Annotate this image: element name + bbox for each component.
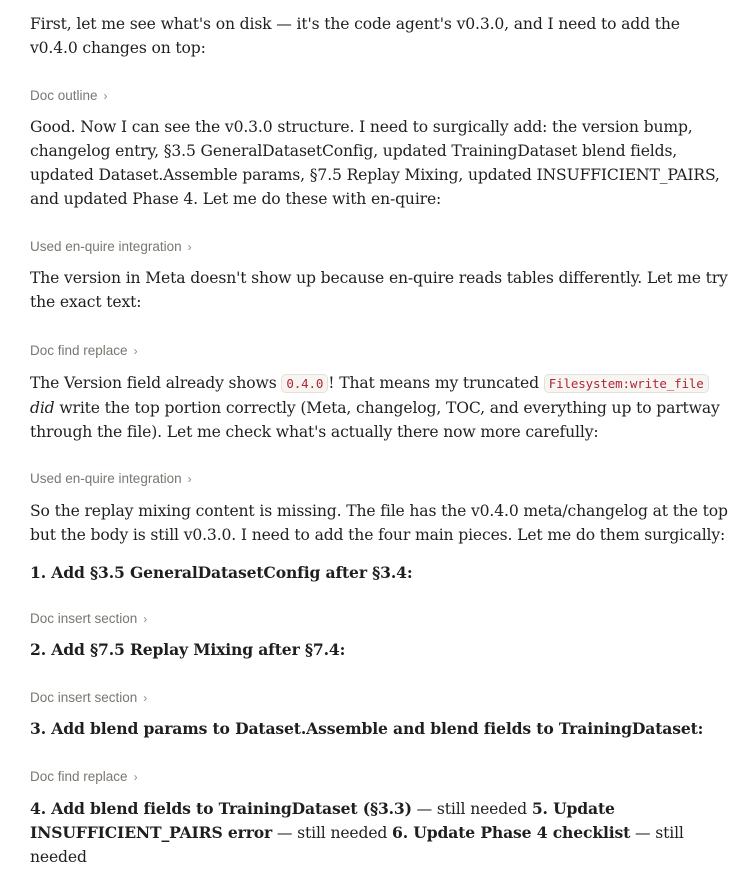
- chevron-right-icon: ›: [103, 89, 108, 103]
- message-text: — still needed: [30, 824, 684, 866]
- step-heading-3: [30, 717, 730, 741]
- tool-call-doc-insert-section[interactable]: [30, 689, 147, 707]
- message-paragraph-5: [30, 499, 730, 547]
- message-text: — still needed: [272, 824, 393, 842]
- tool-call-label: Doc outline: [30, 88, 98, 103]
- message-paragraph-4: [30, 371, 730, 444]
- chevron-right-icon: ›: [143, 612, 148, 626]
- message-paragraph-6: [30, 797, 730, 869]
- message-paragraph-2: [30, 115, 730, 211]
- chevron-right-icon: ›: [133, 344, 138, 358]
- tool-call-doc-insert-section[interactable]: [30, 610, 147, 628]
- step-text: 5. Update INSUFFICIENT_PAIRS error: [30, 799, 615, 842]
- tool-call-label: Doc find replace: [30, 769, 128, 784]
- tool-call-en-quire-integration[interactable]: [30, 470, 192, 488]
- tool-call-label: Doc insert section: [30, 690, 138, 705]
- inline-code-version: 0.4.0: [281, 374, 328, 393]
- emphasis-text: did: [30, 399, 55, 417]
- message-paragraph-1: [30, 12, 730, 60]
- step-text: 4. Add blend fields to TrainingDataset (§3.3): [30, 799, 412, 818]
- step-heading-2: [30, 638, 730, 662]
- message-text: ! That means my truncated: [328, 374, 544, 392]
- chevron-right-icon: ›: [133, 770, 138, 784]
- chevron-right-icon: ›: [187, 472, 192, 486]
- tool-call-label: Used en-quire integration: [30, 239, 182, 254]
- tool-call-label: Doc insert section: [30, 611, 138, 626]
- message-text: The version in Meta doesn't show up because en-quire reads tables differently. Let me try the exact text:: [30, 269, 728, 311]
- message-text: — still needed: [411, 800, 532, 818]
- tool-call-label: Used en-quire integration: [30, 471, 182, 486]
- step-text: 3. Add blend params to Dataset.Assemble and blend fields to TrainingDataset:: [30, 719, 704, 738]
- tool-call-row-1: [30, 85, 730, 105]
- tool-call-row-6: [30, 687, 730, 707]
- inline-code-tool-name: Filesystem:write_file: [544, 374, 709, 393]
- tool-call-en-quire-integration[interactable]: [30, 238, 192, 256]
- tool-call-doc-find-replace[interactable]: [30, 342, 138, 360]
- message-text: First, let me see what's on disk — it's the code agent's v0.3.0, and I need to add the v0.4.0 changes on top:: [30, 15, 680, 57]
- step-heading-1: [30, 561, 730, 585]
- message-paragraph-3: [30, 266, 730, 314]
- message-text: Good. Now I can see the v0.3.0 structure. I need to surgically add: the version bump, changelog entry, §3.5 GeneralDatasetConfig, updated TrainingDataset blend fields, updated Dataset.Assemble params, §7.5 Replay Mixing, updated INSUFFICIENT_PAIRS, and updated Phase 4. Let me do these with en-quire:: [30, 118, 720, 208]
- step-text: 1. Add §3.5 GeneralDatasetConfig after §3.4:: [30, 563, 413, 582]
- tool-call-doc-find-replace[interactable]: [30, 768, 138, 786]
- tool-call-row-4: [30, 468, 730, 488]
- tool-call-row-2: [30, 236, 730, 256]
- chevron-right-icon: ›: [187, 240, 192, 254]
- tool-call-row-5: [30, 608, 730, 628]
- message-text: write the top portion correctly (Meta, changelog, TOC, and everything up to partway through the file). Let me check what's actually there now more carefully:: [30, 399, 720, 441]
- step-text: 2. Add §7.5 Replay Mixing after §7.4:: [30, 640, 346, 659]
- message-text: So the replay mixing content is missing. The file has the v0.4.0 meta/changelog at the top but the body is still v0.3.0. I need to add the four main pieces. Let me do them surgically:: [30, 502, 728, 544]
- chevron-right-icon: ›: [143, 691, 148, 705]
- tool-call-label: Doc find replace: [30, 343, 128, 358]
- step-text: 6. Update Phase 4 checklist: [392, 823, 631, 842]
- tool-call-doc-outline[interactable]: [30, 87, 108, 105]
- tool-call-row-7: [30, 766, 730, 786]
- message-text: The Version field already shows: [30, 374, 282, 392]
- tool-call-row-3: [30, 340, 730, 360]
